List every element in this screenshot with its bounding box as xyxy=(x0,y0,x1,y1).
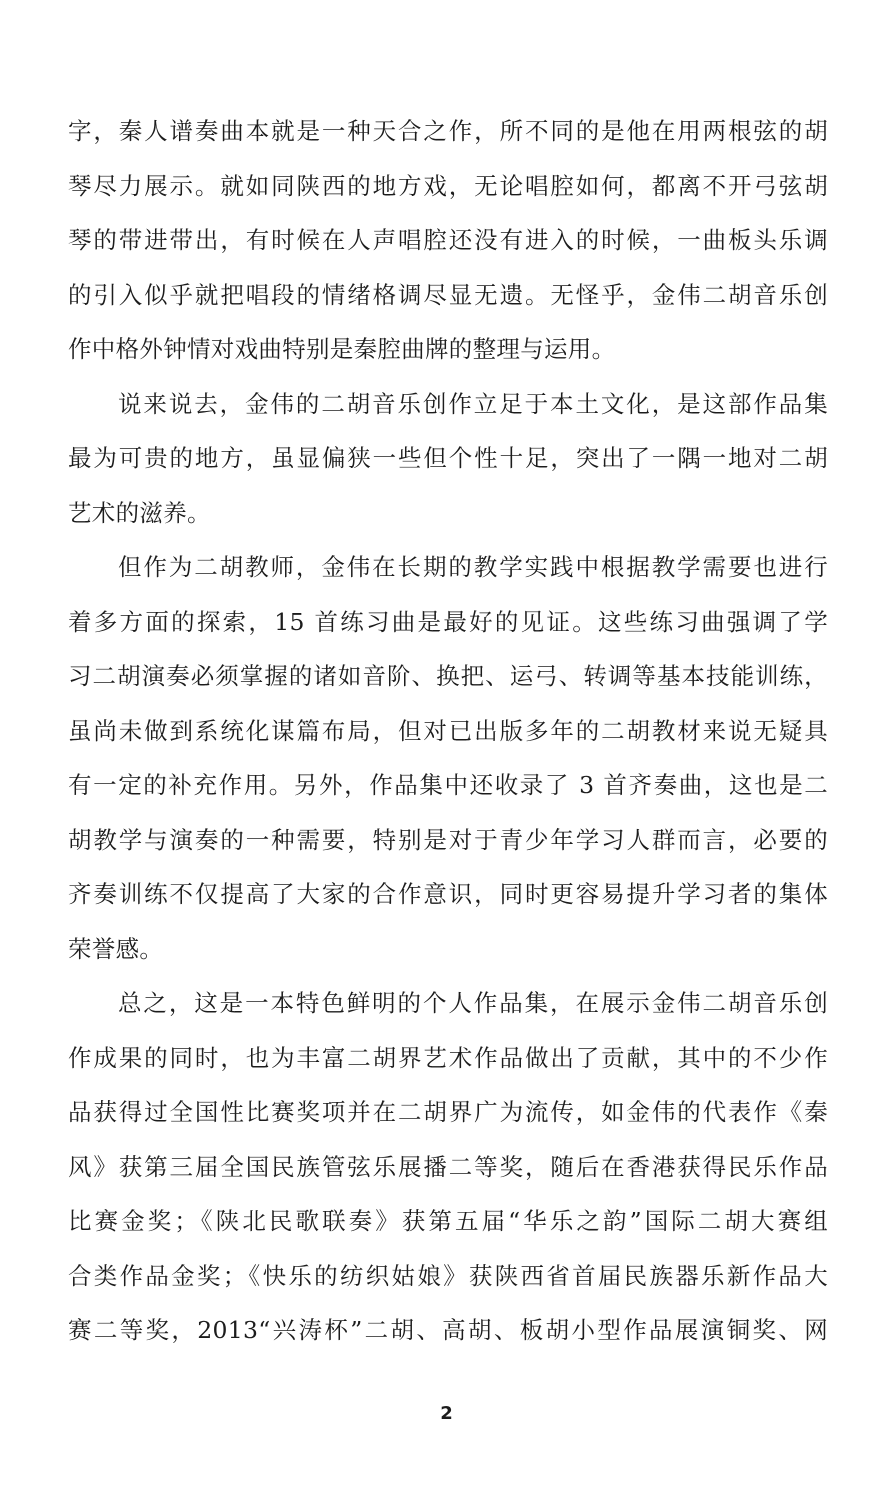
text-line: 字，秦人谱奏曲本就是一种天合之作，所不同的是他在用两根弦的胡 xyxy=(68,117,828,145)
page-number: 2 xyxy=(440,1403,453,1424)
text-line: 风》获第三届全国民族管弦乐展播二等奖，随后在香港获得民乐作品 xyxy=(68,1152,828,1181)
text-line: 艺术的滋养。 xyxy=(68,498,211,527)
text-line: 琴尽力展示。就如同陕西的地方戏，无论唱腔如何，都离不开弓弦胡 xyxy=(68,171,828,200)
paragraph xyxy=(68,104,828,377)
text-line: 虽尚未做到系统化谋篇布局，但对已出版多年的二胡教材来说无疑具 xyxy=(68,716,828,745)
text-line: 习二胡演奏必须掌握的诸如音阶、换把、运弓、转调等基本技能训练， xyxy=(68,662,828,690)
text-line: 总之，这是一本特色鲜明的个人作品集，在展示金伟二胡音乐创 xyxy=(118,989,828,1017)
text-line: 齐奏训练不仅提高了大家的合作意识，同时更容易提升学习者的集体 xyxy=(68,880,828,908)
text-line: 作中格外钟情对戏曲特别是秦腔曲牌的整理与运用。 xyxy=(68,335,616,363)
text-line: 最为可贵的地方，虽显偏狭一些但个性十足，突出了一隅一地对二胡 xyxy=(68,444,828,472)
text-line: 但作为二胡教师，金伟在长期的教学实践中根据教学需要也进行 xyxy=(118,553,828,581)
text-line: 作成果的同时，也为丰富二胡界艺术作品做出了贡献，其中的不少作 xyxy=(68,1043,828,1072)
text-line: 有一定的补充作用。另外，作品集中还收录了 3 首齐奏曲，这也是二 xyxy=(68,771,828,799)
body-text xyxy=(68,104,828,1358)
text-line: 说来说去，金伟的二胡音乐创作立足于本土文化，是这部作品集 xyxy=(118,389,828,418)
text-line: 的引入似乎就把唱段的情绪格调尽显无遗。无怪乎，金伟二胡音乐创 xyxy=(68,280,828,309)
text-line: 荣誉感。 xyxy=(68,934,164,963)
text-line: 琴的带进带出，有时候在人声唱腔还没有进入的时候，一曲板头乐调 xyxy=(68,226,828,254)
text-line: 品获得过全国性比赛奖项并在二胡界广为流传，如金伟的代表作《秦 xyxy=(68,1098,828,1126)
text-line: 赛二等奖，2013“兴涛杯”二胡、高胡、板胡小型作品展演铜奖、网 xyxy=(68,1316,828,1344)
paragraph xyxy=(68,540,828,976)
paragraph xyxy=(68,976,828,1358)
text-line: 胡教学与演奏的一种需要，特别是对于青少年学习人群而言，必要的 xyxy=(68,825,828,854)
text-line: 比赛金奖；《陕北民歌联奏》获第五届“华乐之韵”国际二胡大赛组 xyxy=(68,1207,828,1235)
paragraph xyxy=(68,377,828,541)
text-line: 着多方面的探索，15 首练习曲是最好的见证。这些练习曲强调了学 xyxy=(68,607,828,636)
text-line: 合类作品金奖；《快乐的纺织姑娘》获陕西省首届民族器乐新作品大 xyxy=(68,1261,828,1290)
